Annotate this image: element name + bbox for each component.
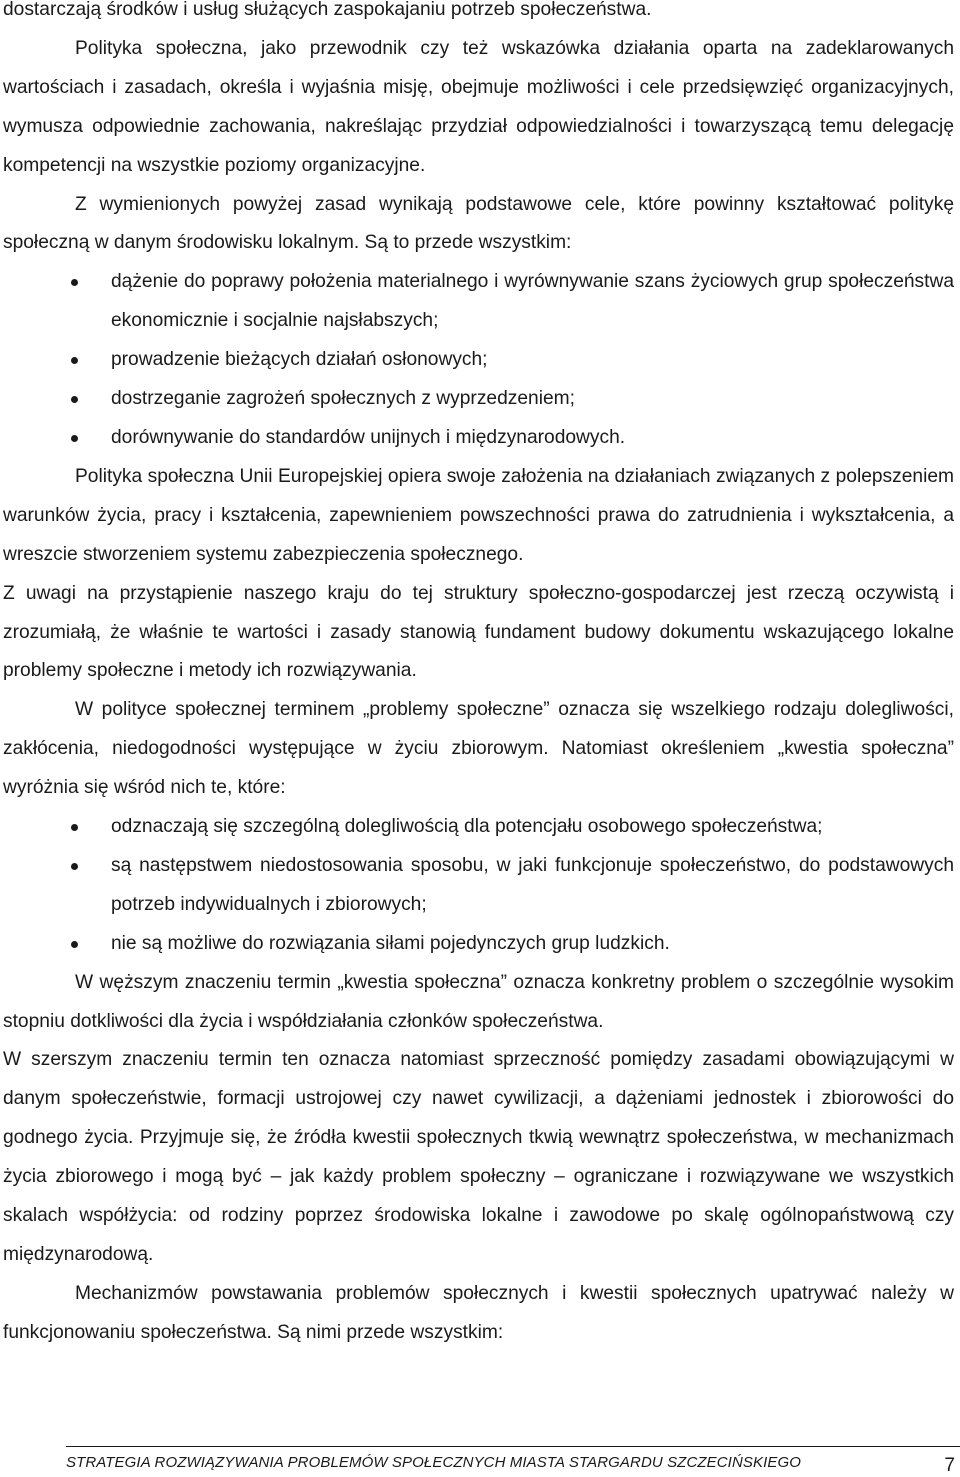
- list-item: [111, 263, 954, 341]
- page-number: 7: [944, 1455, 955, 1476]
- list-item-text: prowadzenie bieżących działań osłonowych;: [111, 349, 488, 371]
- bullet-icon: [71, 279, 78, 286]
- list-item: [111, 380, 954, 419]
- bullet-icon: [71, 357, 78, 364]
- document-body: [3, 0, 954, 1353]
- paragraph-mechanisms: Mechanizmów powstawania problemów społecznych i kwestii społecznych upatrywać należy w funkcjonowaniu społeczeństwa. Są nimi przede wszystkim:: [3, 1282, 954, 1343]
- list-item-text: są następstwem niedostosowania sposobu, w jaki funkcjonuje społeczeństwo, do podstawowych potrzeb indywidualnych i zbiorowych;: [111, 854, 954, 915]
- list-item: [111, 925, 954, 964]
- paragraph-goals-intro: Z wymienionych powyżej zasad wynikają podstawowe cele, które powinny kształtować politykę społeczną w danym środowisku lokalnym. Są to przede wszystkim:: [3, 193, 954, 254]
- social-issue-criteria-list: [3, 808, 954, 964]
- list-item-text: nie są możliwe do rozwiązania siłami pojedynczych grup ludzkich.: [111, 932, 670, 954]
- list-item-text: odznaczają się szczególną dolegliwością dla potencjału osobowego społeczeństwa;: [111, 816, 823, 838]
- bullet-icon: [71, 941, 78, 948]
- footer-divider: [66, 1446, 960, 1447]
- bullet-icon: [71, 863, 78, 870]
- footer-document-title: STRATEGIA ROZWIĄZYWANIA PROBLEMÓW SPOŁECZNYCH MIASTA STARGARDU SZCZECIŃSKIEGO: [66, 1454, 801, 1471]
- paragraph-continuation: dostarczają środków i usług służących zaspokajaniu potrzeb społeczeństwa.: [3, 0, 652, 20]
- paragraph-social-problems: W polityce społecznej terminem „problemy społeczne” oznacza się wszelkiego rodzaju dolegliwości, zakłócenia, niedogodności występujące w życiu zbiorowym. Natomiast określeniem „kwestia społeczna” wyróżnia się wśród nich te, które:: [3, 699, 954, 799]
- list-item: [111, 808, 954, 847]
- list-item: [111, 419, 954, 458]
- list-item-text: dostrzeganie zagrożeń społecznych z wyprzedzeniem;: [111, 388, 575, 410]
- paragraph-social-policy-definition: Polityka społeczna, jako przewodnik czy też wskazówka działania oparta na zadeklarowanych wartościach i zasadach, określa i wyjaśnia misję, obejmuje możliwości i cele przedsięwzięć organizacyjnych, wymusza odpowiednie zachowania, nakreślając przydział odpowiedzialności i towarzyszącą temu delegację kompetencji na wszystkie poziomy organizacyjne.: [3, 37, 954, 176]
- list-item-text: dorównywanie do standardów unijnych i międzynarodowych.: [111, 426, 626, 448]
- bullet-icon: [71, 396, 78, 403]
- bullet-icon: [71, 435, 78, 442]
- paragraph-eu-policy: Polityka społeczna Unii Europejskiej opiera swoje założenia na działaniach związanych z polepszeniem warunków życia, pracy i kształcenia, zapewnieniem powszechności prawa do zatrudnienia i wykształcenia, a wreszcie stworzeniem systemu zabezpieczenia społecznego.: [3, 465, 954, 565]
- list-item: [111, 847, 954, 925]
- goals-list: [3, 263, 954, 458]
- page-footer: [0, 1446, 960, 1477]
- list-item-text: dążenie do poprawy położenia materialnego i wyrównywanie szans życiowych grup społeczeństwa ekonomicznie i socjalnie najsłabszych;: [111, 271, 954, 332]
- paragraph-broad-meaning: W szerszym znaczeniu termin ten oznacza natomiast sprzeczność pomiędzy zasadami obowiązującymi w danym społeczeństwie, formacji ustrojowej czy nawet cywilizacji, a dążeniami jednostek i zbiorowości do godnego życia. Przyjmuje się, że źródła kwestii społecznych tkwią wewnątrz społeczeństwa, w mechanizmach życia zbiorowego i mogą być – jak każdy problem społeczny – ograniczane i rozwiązywane we wszystkich skalach współżycia: od rodziny poprzez środowiska lokalne i zawodowe po skalę ogólnopaństwową czy międzynarodową.: [3, 1049, 954, 1265]
- paragraph-accession: Z uwagi na przystąpienie naszego kraju do tej struktury społeczno-gospodarczej jest rzeczą oczywistą i zrozumiałą, że właśnie te wartości i zasady stanowią fundament budowy dokumentu wskazującego lokalne problemy społeczne i metody ich rozwiązywania.: [3, 582, 954, 682]
- bullet-icon: [71, 824, 78, 831]
- list-item: [111, 341, 954, 380]
- paragraph-narrow-meaning: W węższym znaczeniu termin „kwestia społeczna” oznacza konkretny problem o szczególnie wysokim stopniu dotkliwości dla życia i współdziałania członków społeczeństwa.: [3, 971, 954, 1032]
